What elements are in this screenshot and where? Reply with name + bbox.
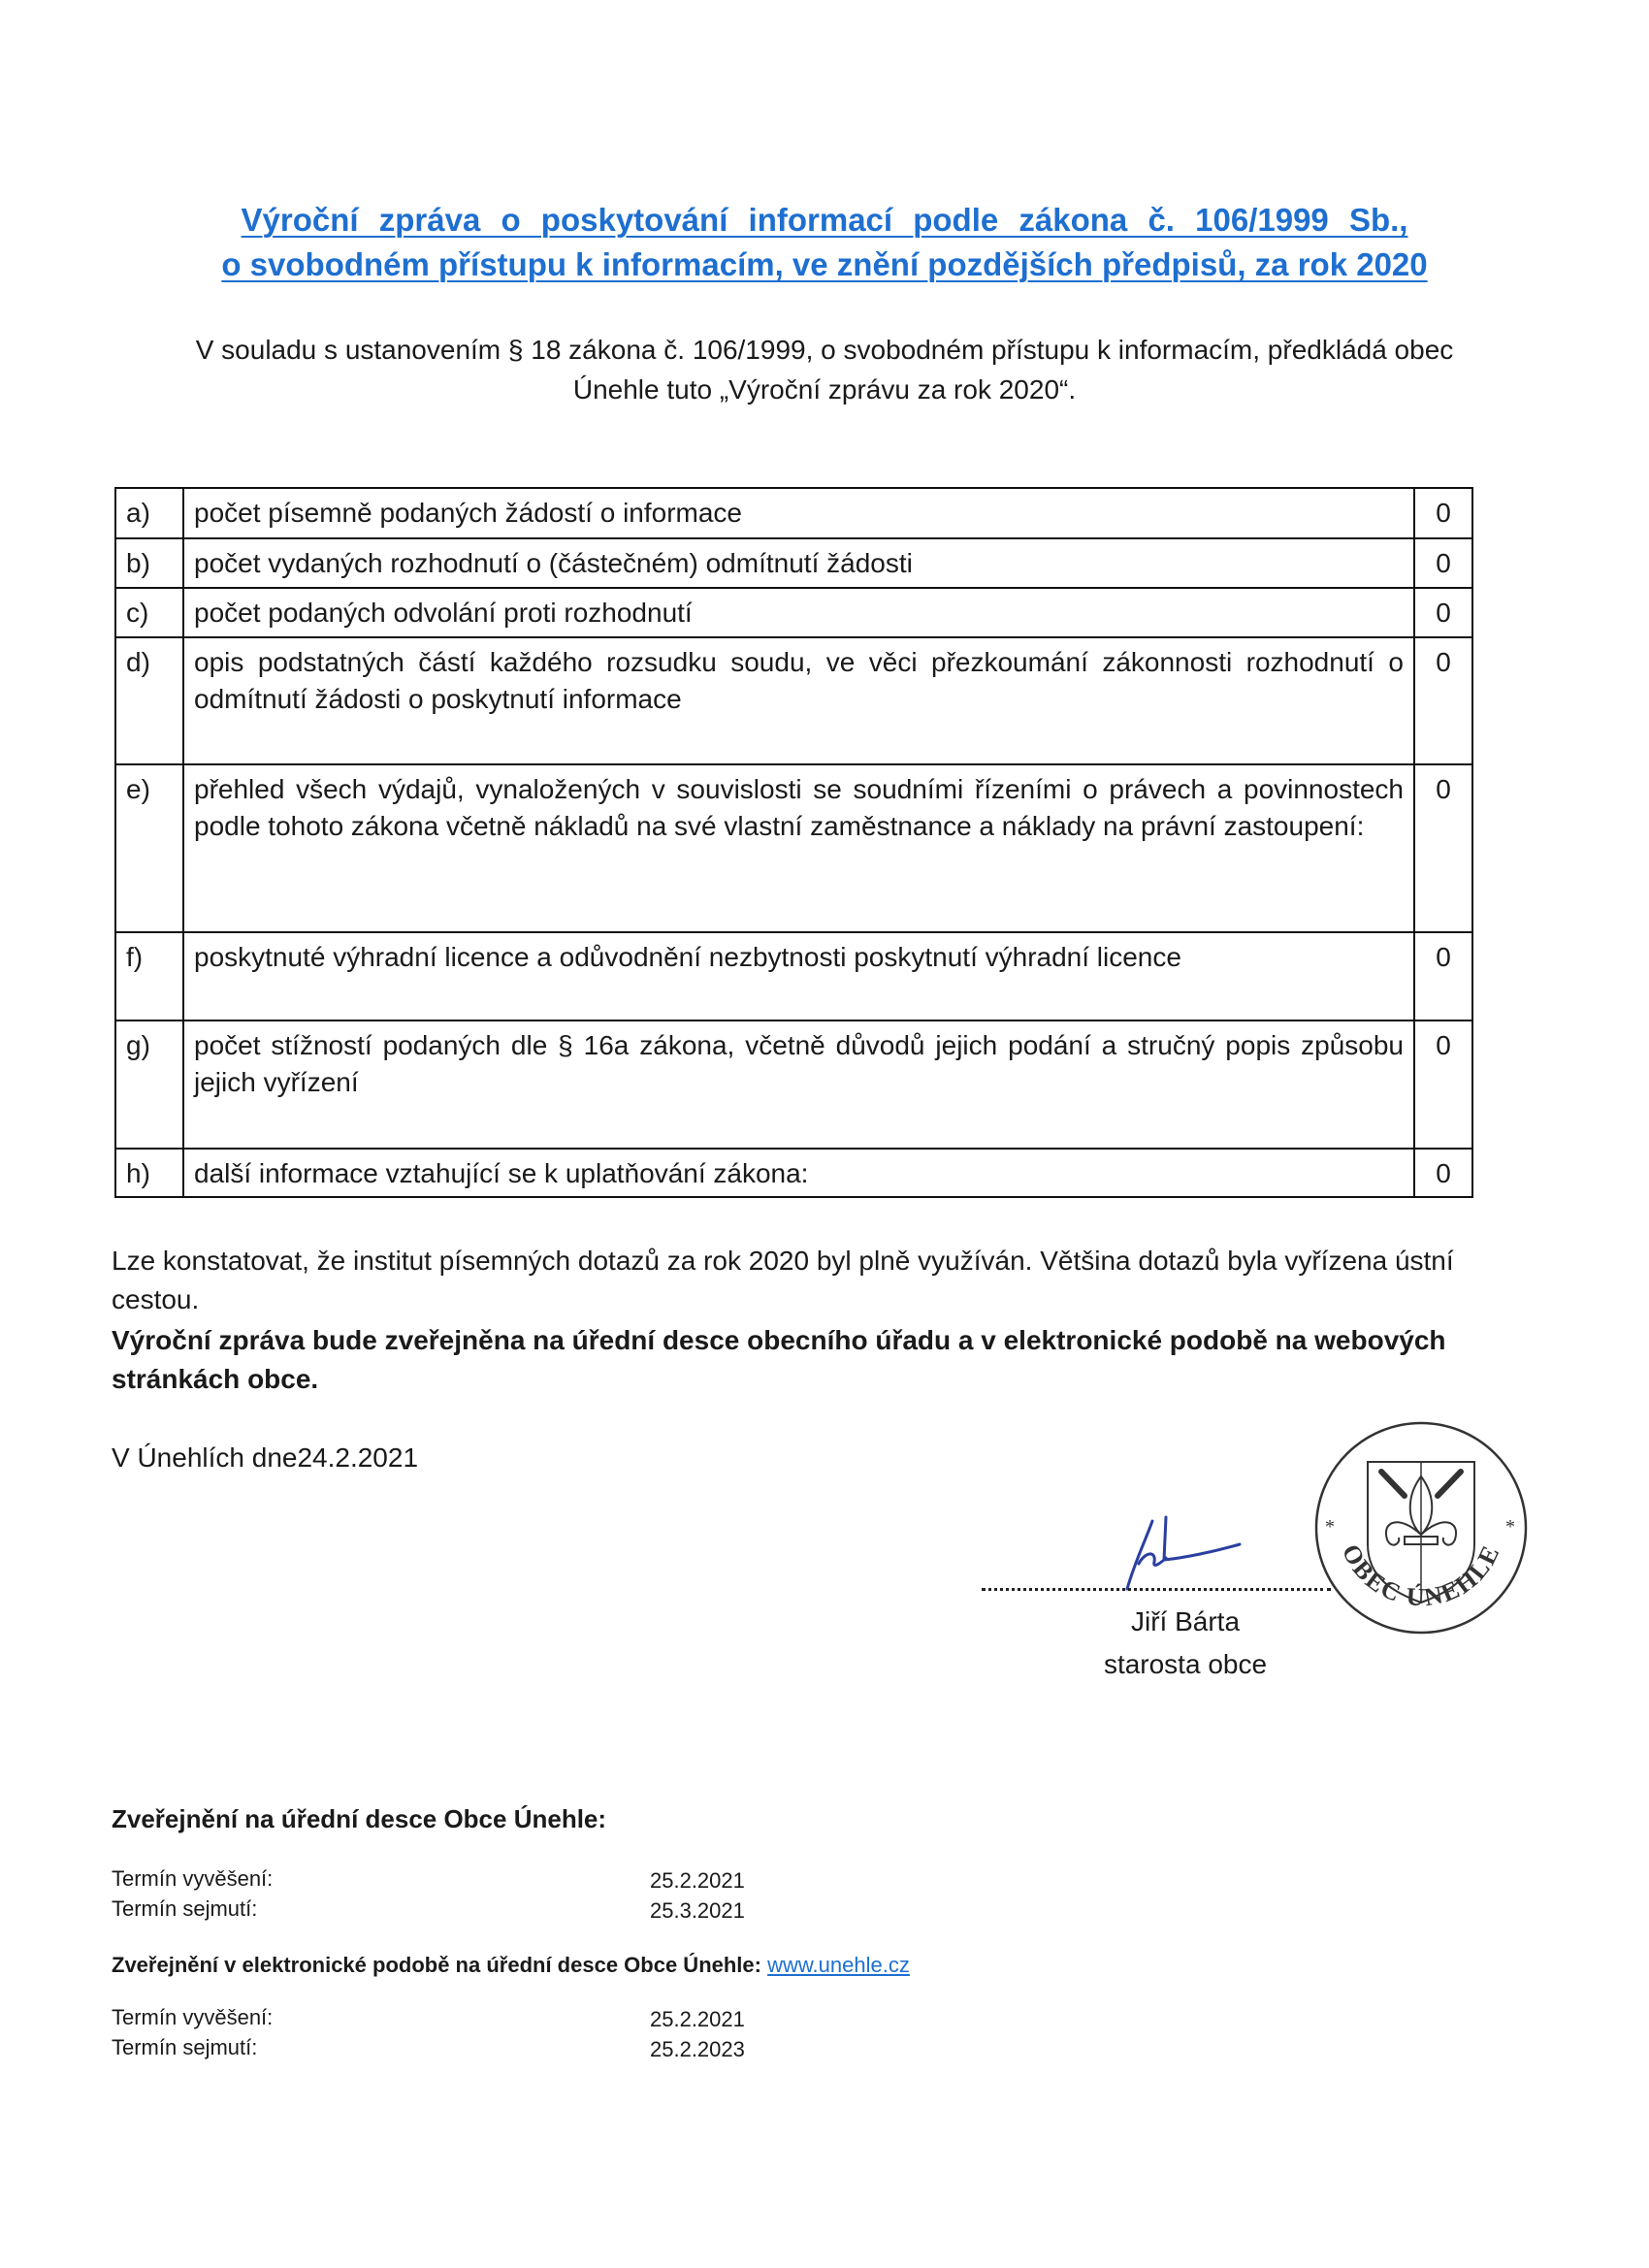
row-description: počet písemně podaných žádostí o informace: [183, 488, 1414, 538]
row-label: e): [115, 764, 183, 932]
place-and-date: V Únehlích dne24.2.2021: [112, 1442, 419, 1473]
row-description: přehled všech výdajů, vynaložených v souvislosti se soudními řízeními o právech a povinnostech podle tohoto zákona včetně nákladů na své vlastní zaměstnance a náklady na právní zastoupení:: [183, 764, 1414, 932]
electronic-publication-heading: [112, 1951, 910, 1980]
handwritten-signature-icon: [1106, 1504, 1251, 1591]
statement-paragraph: Lze konstatovat, že institut písemných dotazů za rok 2020 byl plně využíván. Většina dotazů byla vyřízena ústní cestou.: [112, 1246, 1454, 1314]
table-row: [115, 1021, 1472, 1149]
signatory-role: starosta obce: [1103, 1649, 1268, 1679]
document-title-line-2: o svobodném přístupu k informacím, ve znění pozdějších předpisů, za rok 2020: [221, 246, 1428, 282]
table-row: [115, 637, 1472, 764]
table-row: [115, 764, 1472, 932]
row-label: h): [115, 1149, 183, 1197]
row-description: opis podstatných částí každého rozsudku soudu, ve věci přezkoumání zákonnosti rozhodnutí o odmítnutí žádosti o poskytnutí informace: [183, 637, 1414, 764]
row-value: 0: [1414, 637, 1472, 764]
row-value: 0: [1414, 932, 1472, 1021]
signatory-name: Jiří Bárta: [1130, 1606, 1241, 1636]
intro-line-2: Únehle tuto „Výroční zprávu za rok 2020“.: [572, 374, 1077, 405]
table-row: [115, 588, 1472, 637]
row-value: 0: [1414, 1149, 1472, 1197]
row-label: c): [115, 588, 183, 637]
row-description: počet podaných odvolání proti rozhodnutí: [183, 588, 1414, 637]
row-label: a): [115, 488, 183, 538]
row-label: d): [115, 637, 183, 764]
website-link[interactable]: www.unehle.cz: [767, 1953, 910, 1977]
intro-paragraph: [97, 330, 1552, 409]
row-value: 0: [1414, 764, 1472, 932]
row-value: 0: [1414, 538, 1472, 588]
row-description: počet stížností podaných dle § 16a zákona, včetně důvodů jejich podání a stručný popis způsobu jejich vyřízení: [183, 1021, 1414, 1149]
signatory-block: [1040, 1601, 1331, 1686]
table-row: [115, 1149, 1472, 1197]
annual-report-table: [114, 487, 1473, 1198]
board-posted-date: 25.2.2021: [650, 1868, 745, 1893]
table-row: [115, 932, 1472, 1021]
electronic-posted-date: 25.2.2021: [650, 2007, 745, 2031]
signature-dotted-line: [982, 1588, 1331, 1591]
publication-note: Výroční zpráva bude zveřejněna na úřední desce obecního úřadu a v elektronické podobě na webových stránkách obce.: [112, 1325, 1446, 1394]
table-row: [115, 538, 1472, 588]
electronic-removed-date: 25.2.2023: [650, 2037, 745, 2061]
svg-text:OBEC ÚNEHLE: OBEC ÚNEHLE: [1336, 1539, 1506, 1612]
row-value: 0: [1414, 588, 1472, 637]
row-label: f): [115, 932, 183, 1021]
row-value: 0: [1414, 1021, 1472, 1149]
row-description: počet vydaných rozhodnutí o (částečném) odmítnutí žádosti: [183, 538, 1414, 588]
electronic-posted-label: Termín vyvěšení:: [112, 2005, 274, 2029]
electronic-removed-label: Termín sejmutí:: [112, 2035, 258, 2059]
row-value: 0: [1414, 488, 1472, 538]
municipal-stamp-icon: [1311, 1418, 1531, 1637]
row-label: b): [115, 538, 183, 588]
intro-line-1: V souladu s ustanovením § 18 zákona č. 106/1999, o svobodném přístupu k informacím, předkládá obec: [195, 335, 1454, 365]
document-title-line-1: Výroční zpráva o poskytování informací podle zákona č. 106/1999 Sb.,: [241, 202, 1408, 238]
board-posted-label: Termín vyvěšení:: [112, 1866, 274, 1891]
row-description: další informace vztahující se k uplatňování zákona:: [183, 1149, 1414, 1197]
board-publication-heading: Zveřejnění na úřední desce Obce Únehle:: [112, 1804, 607, 1833]
row-description: poskytnuté výhradní licence a odůvodnění nezbytnosti poskytnutí výhradní licence: [183, 932, 1414, 1021]
board-removed-label: Termín sejmutí:: [112, 1896, 258, 1921]
table-row: [115, 488, 1472, 538]
electronic-heading-text: Zveřejnění v elektronické podobě na úřední desce Obce Únehle:: [112, 1953, 761, 1977]
row-label: g): [115, 1021, 183, 1149]
svg-text:*: *: [1505, 1516, 1515, 1538]
board-removed-date: 25.3.2021: [650, 1898, 745, 1923]
svg-text:*: *: [1325, 1516, 1335, 1538]
